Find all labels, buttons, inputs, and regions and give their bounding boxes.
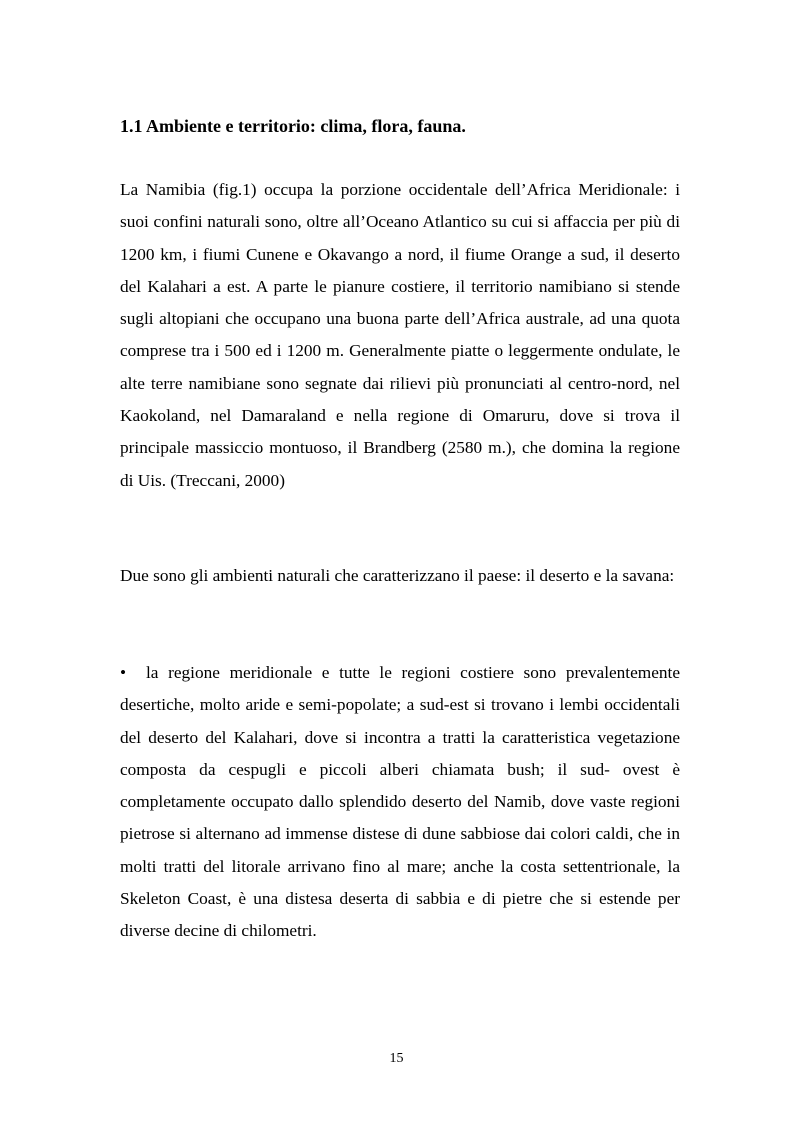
paragraph-namibia-geography: La Namibia (fig.1) occupa la porzione occidentale dell’Africa Meridionale: i suoi confini naturali sono, oltre all’Oceano Atlantico su cui si affaccia per più di 1200 km, i fiumi Cunene e Okavango a nord, il fiume Orange a sud, il deserto del Kalahari a est. A parte le pianure costiere, il territorio namibiano si stende sugli altopiani che occupano una buona parte dell’Africa australe, ad una quota comprese tra i 500 ed i 1200 m. Generalmente piatte o leggermente ondulate, le alte terre namibiane sono segnate dai rilievi più pronunciati al centro-nord, nel Kaokoland, nel Damaraland e nella regione di Omaruru, dove si trova il principale massiccio montuoso, il Brandberg (2580 m.), che domina la regione di Uis. (Treccani, 2000) xyxy=(120,180,680,490)
section-heading: 1.1 Ambiente e territorio: clima, flora, fauna. xyxy=(120,116,466,136)
paragraph-natural-environments: Due sono gli ambienti naturali che caratterizzano il paese: il deserto e la savana: xyxy=(120,566,675,585)
page-number: 15 xyxy=(389,1051,404,1066)
bullet-icon: • xyxy=(120,663,127,682)
bullet-text: la regione meridionale e tutte le regioni costiere sono prevalentemente desertiche, molto aride e semi-popolate; a sud-est si trovano i lembi occidentali del deserto del Kalahari, dove si incontra a tratti la caratteristica vegetazione composta da cespugli e piccoli alberi chiamata bush; il sud- ovest è completamente occupato dallo splendido deserto del Namib, dove vaste regioni pietrose si alternano ad immense distese di dune sabbiose dai colori caldi, che in molti tratti del litorale arrivano fino al mare; anche la costa settentrionale, la Skeleton Coast, è una distesa deserta di sabbia e di pietre che si estende per diverse decine di chilometri. xyxy=(120,663,680,941)
bullet-list-item xyxy=(120,657,680,948)
